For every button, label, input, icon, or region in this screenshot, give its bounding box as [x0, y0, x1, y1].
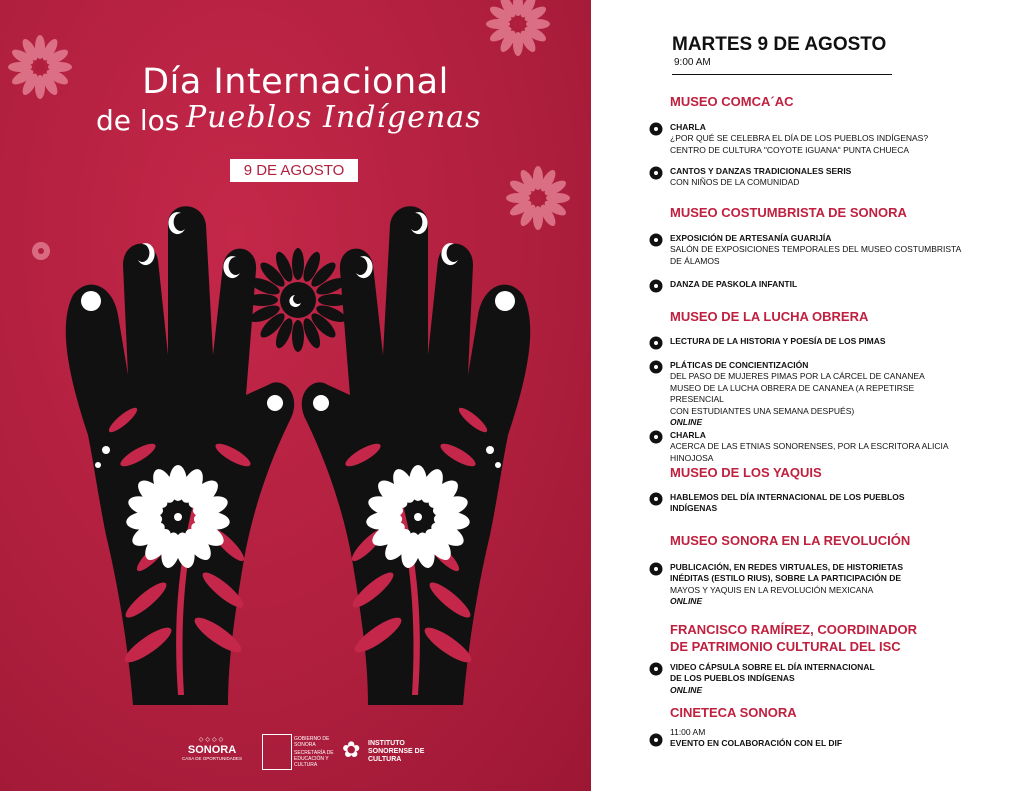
- section-title-line2: DE PATRIMONIO CULTURAL DEL ISC: [670, 639, 901, 654]
- poster-subtitle-script: Pueblos Indígenas: [186, 100, 482, 135]
- program-item: CANTOS Y DANZAS TRADICIONALES SERIS CON NIÑOS DE LA COMUNIDAD: [670, 166, 970, 189]
- section-title: FRANCISCO RAMÍREZ, COORDINADOR: [670, 622, 917, 637]
- center-flower: [246, 248, 350, 352]
- divider: [672, 74, 892, 75]
- flower-bullet-icon: [649, 562, 663, 576]
- date-badge: 9 DE AGOSTO: [230, 159, 358, 182]
- section-title: MUSEO DE LA LUCHA OBRERA: [670, 309, 869, 324]
- program-item: CHARLA ¿POR QUÉ SE CELEBRA EL DÍA DE LOS PUEBLOS INDÍGENAS? CENTRO DE CULTURA "COYOTE IGUANA" PUNTA CHUECA: [670, 122, 970, 156]
- program-item: PLÁTICAS DE CONCIENTIZACIÓN DEL PASO DE MUJERES PIMAS POR LA CÁRCEL DE CANANEA MUSEO DE LA LUCHA OBRERA DE CANANEA (A REPETIRSE PRESENCIAL CON ESTUDIANTES UNA SEMANA DESPUÉS) ONLINE: [670, 360, 970, 428]
- isc-flower-icon: ✿: [342, 737, 361, 762]
- program-item: HABLEMOS DEL DÍA INTERNACIONAL DE LOS PUEBLOS INDÍGENAS: [670, 492, 970, 515]
- flower-bullet-icon: [649, 733, 663, 747]
- program-item: DANZA DE PASKOLA INFANTIL: [670, 279, 970, 290]
- flower-bullet-icon: [649, 662, 663, 676]
- hands-illustration: [28, 205, 568, 715]
- program-item: VIDEO CÁPSULA SOBRE EL DÍA INTERNACIONAL DE LOS PUEBLOS INDÍGENAS ONLINE: [670, 662, 970, 696]
- section-title: MUSEO SONORA EN LA REVOLUCIÓN: [670, 533, 911, 548]
- flower-decoration-icon: [482, 0, 554, 60]
- section-title: MUSEO DE LOS YAQUIS: [670, 465, 822, 480]
- section-title: MUSEO COSTUMBRISTA DE SONORA: [670, 205, 907, 220]
- poster-title: Día Internacional: [142, 62, 449, 102]
- program-item: 11:00 AM EVENTO EN COLABORACIÓN CON EL DIF: [670, 727, 970, 750]
- sponsor-logos: ◇◇◇◇ SONORA CASA DE OPORTUNIDADES GOBIERNO DE SONORA SECRETARÍA DE EDUCACIÓN Y CULTURA ✿ INSTITUTO SONORENSE DE CULTURA: [182, 736, 425, 768]
- program-item: PUBLICACIÓN, EN REDES VIRTUALES, DE HISTORIETAS INÉDITAS (ESTILO RIUS), SOBRE LA PARTICIPACIÓN DE MAYOS Y YAQUIS EN LA REVOLUCIÓN MEXICANA ONLINE: [670, 562, 970, 608]
- program-start-time: 9:00 AM: [674, 57, 711, 68]
- program-panel: [591, 0, 1024, 791]
- flower-bullet-icon: [649, 279, 663, 293]
- program-day: MARTES 9 DE AGOSTO: [672, 34, 887, 55]
- program-item: EXPOSICIÓN DE ARTESANÍA GUARIJÍA SALÓN DE EXPOSICIONES TEMPORALES DEL MUSEO COSTUMBRISTA DE ÁLAMOS: [670, 233, 970, 267]
- flower-bullet-icon: [649, 336, 663, 350]
- poster-subtitle-prefix: de los: [96, 104, 180, 137]
- program-item: LECTURA DE LA HISTORIA Y POESÍA DE LOS PIMAS: [670, 336, 970, 347]
- flower-bullet-icon: [649, 233, 663, 247]
- flower-bullet-icon: [649, 430, 663, 444]
- flower-bullet-icon: [649, 360, 663, 374]
- logo-sonora: ◇◇◇◇ SONORA CASA DE OPORTUNIDADES: [182, 737, 242, 761]
- program-item: CHARLA ACERCA DE LAS ETNIAS SONORENSES, POR LA ESCRITORA ALICIA HINOJOSA: [670, 430, 970, 464]
- section-title: CINETECA SONORA: [670, 705, 797, 720]
- flower-bullet-icon: [649, 122, 663, 136]
- flower-bullet-icon: [649, 166, 663, 180]
- flower-bullet-icon: [649, 492, 663, 506]
- section-title: MUSEO COMCA´AC: [670, 94, 794, 109]
